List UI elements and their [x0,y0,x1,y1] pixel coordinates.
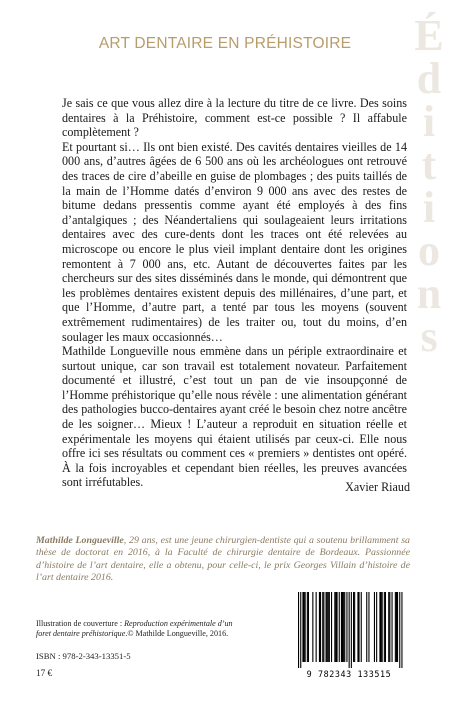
barcode-bar [302,592,303,662]
watermark-letter: É [414,11,444,60]
barcode-bar [388,592,389,662]
barcode-digits: 9 782343 133515 [306,669,392,679]
barcode-bar [323,592,324,662]
barcode-bar [335,592,336,662]
barcode-bars [290,588,408,670]
credit-label: Illustration de couverture : [36,619,125,628]
barcode-bar [395,592,396,662]
barcode-bar [346,592,347,662]
barcode-bar [361,592,362,662]
blurb-paragraph-2: Et pourtant si… Ils ont bien existé. Des cavités dentaires vieilles de 14 000 ans, d’autres âgées de 6 500 ans où les archéologues ont retrouvé des traces de cire d’abeille en guise de plombages ; des puits taillés de la main de l’Homme datés d’environ 9 000 ans avec des restes de bitume dedans pressentis comme ayant été employés à des fins d’antalgiques ; des Néandertaliens qui soulageaient leurs irritations dentaires avec des cure-dents dont les traces ont été relevées au microscope ou encore le plus vieil implant dentaire dont les origines remontent à 7 000 ans, etc. Autant de découvertes faites par les chercheurs sur des sites disséminés dans le monde, qui démontrent que les problèmes dentaires existent depuis des millénaires, d’une part, et que l’Homme, d’autre part, a tenté par tous les moyens (souvent extrêmement rudimentaires) de les traiter ou, tout du moins, d’en soulager les maux occasionnés… [62,139,407,344]
barcode-bar [381,592,382,662]
barcode-bar [305,592,306,662]
barcode-bar [337,592,338,662]
barcode-bar [376,592,377,662]
barcode-bar [319,592,320,662]
watermark-letter: t [421,140,437,189]
watermark-letter: i [422,183,436,232]
barcode-bar [307,592,308,662]
barcode-bar [304,592,305,662]
blurb [62,96,407,490]
watermark-letter: d [416,54,442,103]
barcode-bar [366,592,367,662]
barcode-bar [339,592,340,662]
barcode-bar [357,592,358,662]
author-bio-text: , 29 ans, est une jeune chirurgien-dentiste qui a soutenu brillamment sa thèse de doctorat en 2016, à la Faculté de chirurgie dentaire de Bordeaux. Passionnée d’histoire de l’art dentaire, elle a obtenu, pour celle-ci, le prix Georges Villain d’histoire de l’art dentaire 2016. [36,535,410,583]
barcode-bar [354,592,355,662]
barcode-bar [327,592,328,662]
blurb-paragraph-1: Je sais ce que vous allez dire à la lecture du titre de ce livre. Des soins dentaires à la Préhistoire, comment est-ce possible ? Il affabule complètement ? [62,96,407,140]
barcode-bar [342,592,343,662]
blurb-paragraph-3: Mathilde Longueville nous emmène dans un périple extraordinaire et surtout unique, car son travail est totalement novateur. Parfaitement documenté et illustré, c’est tout un pan de vie insoupçonné de l’Homme préhistorique qu’elle nous révèle : une alimentation générant des pathologies bucco-dentaires ayant créé le besoin chez notre ancêtre de les soigner… Mieux ! L’auteur a reproduit en situation réelle et expérimentale les moyens qui étaient utilisés par ceux-ci. Elle nous offre ici ses résultats ou comment ces « premiers » dentistes ont opéré. À la fois incroyables et cependant bien réelles, les preuves avancées sont irréfutables. [62,344,407,490]
watermark-letter: n [416,269,442,318]
isbn: ISBN : 978-2-343-13351-5 [36,651,131,661]
book-title: ART DENTAIRE EN PRÉHISTOIRE [98,35,352,52]
watermark-letter: s [420,312,438,361]
barcode-bar [300,592,301,668]
barcode-bar [392,592,393,662]
barcode-bar [349,592,350,668]
barcode-bar [389,592,390,662]
blurb-signature: Xavier Riaud [345,480,410,494]
barcode-bar [368,592,369,662]
author-bio [36,535,410,584]
barcode-bar [308,592,309,662]
barcode-bar [298,592,299,668]
watermark-letter: o [418,226,440,275]
barcode-bar [384,592,385,662]
barcode-bar [322,592,323,662]
barcode-bar [397,592,398,662]
barcode-bar [320,592,321,662]
price: 17 € [36,668,53,678]
barcode-bar [351,592,352,668]
barcode-bar [341,592,342,662]
credit-work: Reproduction expérimentale d’un foret dentaire préhistorique [36,619,233,638]
barcode-bar [326,592,327,662]
barcode-bar [328,592,329,662]
barcode-bar [353,592,354,662]
barcode-bar [312,592,313,662]
barcode-bar [379,592,380,662]
credit-rights: .© Mathilde Longueville, 2016. [125,629,229,638]
barcode-bar [382,592,383,662]
barcode-bar [359,592,360,662]
barcode-bar [374,592,375,662]
publisher-watermark [402,11,450,361]
barcode-bar [316,592,317,662]
barcode-bar [344,592,345,662]
barcode-bar [396,592,397,662]
barcode [290,588,408,678]
barcode-bar [343,592,344,662]
author-name: Mathilde Longueville [36,535,124,546]
cover-credit [36,619,236,639]
barcode-bar [401,592,402,668]
barcode-bar [331,592,332,662]
barcode-bar [329,592,330,662]
barcode-bar [385,592,386,662]
barcode-bar [399,592,400,668]
watermark-letter: i [422,97,436,146]
barcode-bar [334,592,335,662]
